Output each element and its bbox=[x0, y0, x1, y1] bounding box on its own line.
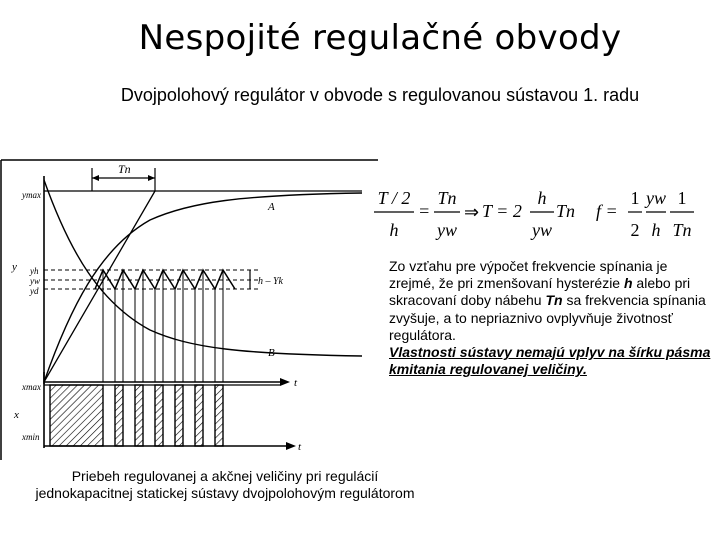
time-label-upper: t bbox=[294, 377, 298, 389]
caption-line-1: Priebeh regulovanej a akčnej veličiny pri regulácií bbox=[71, 468, 379, 484]
page-subtitle: Dvojpolohový regulátor v obvode s regulovanou sústavou 1. radu bbox=[120, 85, 640, 105]
page-title: Nespojité regulačné obvody bbox=[138, 18, 622, 58]
formula-tn: Tn bbox=[556, 201, 576, 221]
formula-f2-num: Tn bbox=[437, 188, 457, 208]
formula-f1-den: h bbox=[389, 220, 399, 240]
yh-label: yh bbox=[30, 266, 39, 276]
controller-response-diagram bbox=[0, 158, 378, 460]
time-axis-upper-arrow bbox=[280, 378, 290, 386]
x-axis-label: x bbox=[14, 409, 19, 421]
description-emphasis: Vlastnosti sústavy nemajú vplyv na šírku pásma kmitania regulovanej veličiny. bbox=[389, 344, 711, 378]
switching-lines bbox=[103, 270, 223, 382]
actuating-pulses bbox=[50, 385, 223, 446]
caption-line-2: jednokapacitnej statickej sústavy dvojpolohovým regulátorom bbox=[35, 485, 415, 501]
xmax-label: xmax bbox=[22, 382, 41, 392]
xmin-label: xmin bbox=[22, 432, 40, 442]
formula-f3-den: yw bbox=[532, 220, 552, 240]
formula-f1-num: T / 2 bbox=[377, 188, 411, 208]
formula-implies: ⇒ bbox=[464, 202, 480, 222]
formula-eq-1: = bbox=[418, 201, 431, 221]
tn-label: Tn bbox=[118, 162, 131, 176]
tangent-line bbox=[44, 191, 155, 382]
yw-label: yw bbox=[30, 276, 40, 286]
ymax-label: ymax bbox=[22, 190, 41, 200]
tn-arrow-left bbox=[92, 175, 99, 181]
description-tn: Tn bbox=[545, 292, 563, 309]
formula-f6-num: 1 bbox=[677, 188, 687, 208]
formula-f4-num: 1 bbox=[630, 188, 640, 208]
description-h: h bbox=[623, 275, 633, 292]
formula-f3-num: h bbox=[537, 188, 547, 208]
description-part-1: Zo vzťahu pre výpočet frekvencie spínania je zrejmé, že pri zmenšovaní hysterézie bbox=[389, 258, 668, 292]
yd-label: yd bbox=[30, 286, 39, 296]
formula-f6-den: Tn bbox=[672, 220, 692, 240]
curve-a-label: A bbox=[268, 201, 275, 213]
tn-arrow-right bbox=[148, 175, 155, 181]
formula-f4-den: 2 bbox=[630, 220, 640, 240]
formula-lhs: T = 2 bbox=[482, 201, 522, 221]
time-axis-lower-arrow bbox=[286, 442, 296, 450]
hysteresis-label: h – Yk bbox=[258, 276, 283, 287]
figure-caption bbox=[0, 468, 450, 502]
description-part-2: alebo pri skracovaní doby nábehu bbox=[389, 275, 691, 309]
formula-f-lhs: f = bbox=[596, 201, 618, 221]
formula-f5-den: h bbox=[651, 220, 661, 240]
formula-f5-num: yw bbox=[646, 188, 666, 208]
formula-f2-den: yw bbox=[437, 220, 457, 240]
frequency-formula bbox=[372, 182, 712, 248]
time-label-lower: t bbox=[298, 441, 302, 453]
description-part-3: sa frekvencia spínania zvyšuje, a to nepriaznivo ovplyvňuje životnosť regulátora. bbox=[389, 292, 706, 343]
curve-b-label: B bbox=[268, 347, 275, 359]
description-text bbox=[389, 258, 717, 378]
y-axis-label: y bbox=[12, 261, 17, 273]
